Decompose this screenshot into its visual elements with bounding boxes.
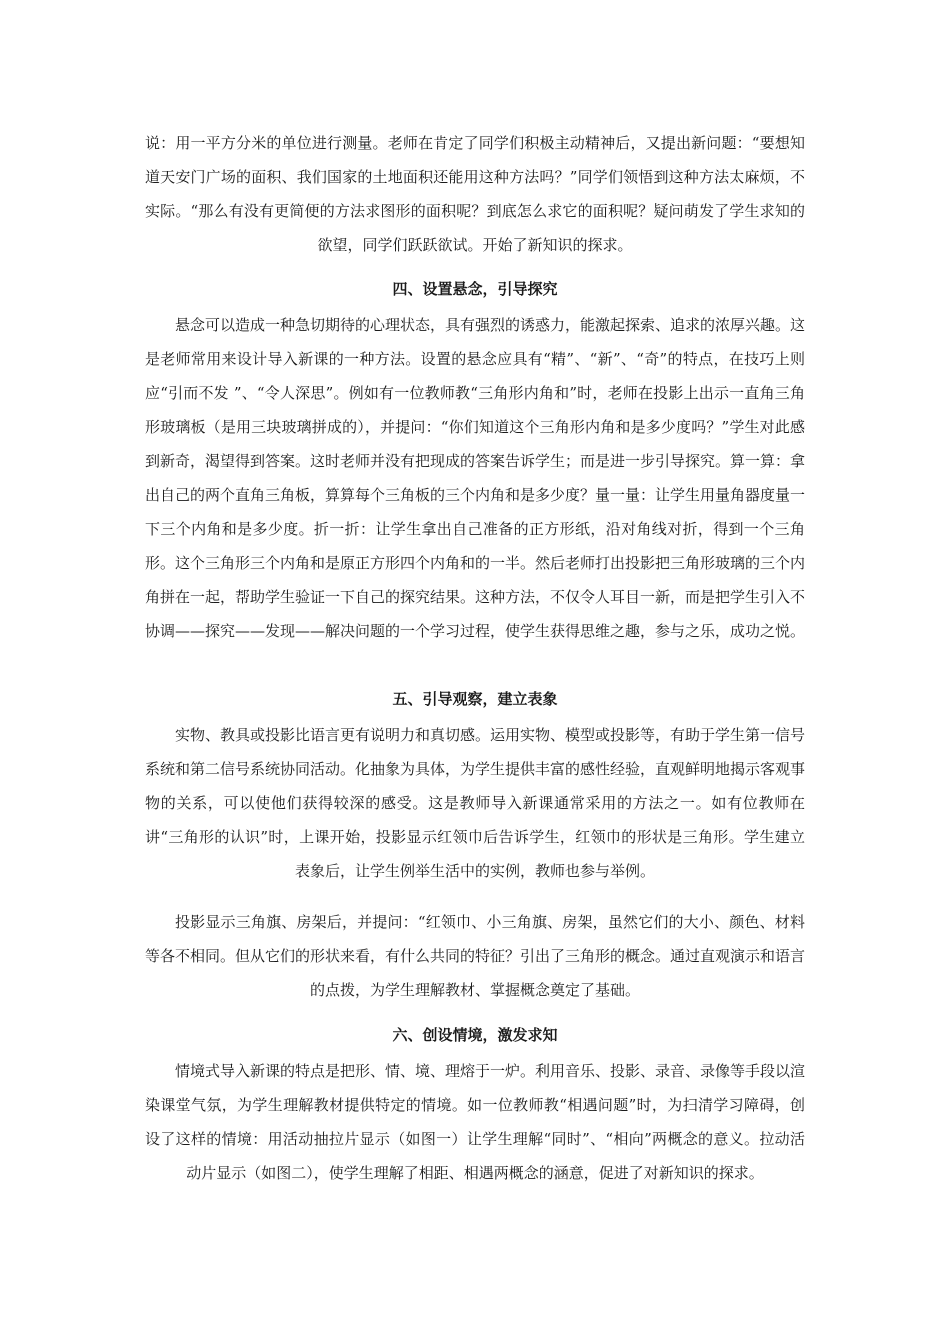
paragraph-suspense: 悬念可以造成一种急切期待的心理状态，具有强烈的诱惑力，能激起探索、追求的浓厚兴趣。这是老师常用来设计导入新课的一种方法。设置的悬念应具有“精”、“新”、“奇”的特点，在技巧上则应“引而不发 ”、“令人深思”。例如有一位教师教“三角形内角和”时，老师在投影上出示一直角三角形玻璃板（是用三块玻璃拼成的），并提问：“你们知道这个三角形内角和是多少度吗？”学生对此感到新奇，渴望得到答案。这时老师并没有把现成的答案告诉学生；而是进一步引导探究。算一算：拿出自己的两个直角三角板，算算每个三角板的三个内角和是多少度？量一量：让学生用量角器度量一下三个内角和是多少度。折一折：让学生拿出自己准备的正方形纸，沿对角线对折，得到一个三角形。这个三角形三个内角和是原正方形四个内角和的一半。然后老师打出投影把三角形玻璃的三个内角拼在一起，帮助学生验证一下自己的探究结果。这种方法，不仅令人耳目一新，而是把学生引入不协调——探究——发现——解决问题的一个学习过程，使学生获得思维之趣，参与之乐，成功之悦。: [145, 316, 806, 640]
paragraph-observation: 实物、教具或投影比语言更有说明力和真切感。运用实物、模型或投影等，有助于学生第一信号系统和第二信号系统协同活动。化抽象为具体，为学生提供丰富的感性经验，直观鲜明地揭示客观事物的关系，可以使他们获得较深的感受。这是教师导入新课通常采用的方法之一。如有位教师在讲“三角形的认识”时，上课开始，投影显示红领巾后告诉学生，红领巾的形状是三角形。学生建立表象后，让学生例举生活中的实例，教师也参与举例。: [145, 726, 806, 880]
heading-observation: 五、引导观察，建立表象: [392, 690, 558, 708]
heading-situation: 六、创设情境，激发求知: [392, 1026, 558, 1044]
paragraph-triangle-concept: 投影显示三角旗、房架后，并提问：“红领巾、小三角旗、房架，虽然它们的大小、颜色、材料等各不相同。但从它们的形状来看，有什么共同的特征？引出了三角形的概念。通过直观演示和语言的点拨，为学生理解教材、掌握概念奠定了基础。: [145, 913, 806, 999]
paragraph-area-method: 说：用一平方分米的单位进行测量。老师在肯定了同学们积极主动精神后，又提出新问题：“要想知道天安门广场的面积、我们国家的土地面积还能用这种方法吗？”同学们领悟到这种方法太麻烦，不实际。“那么有没有更简便的方法求图形的面积呢？到底怎么求它的面积呢？疑问萌发了学生求知的欲望，同学们跃跃欲试。开始了新知识的探求。: [145, 134, 805, 254]
paragraph-situation: 情境式导入新课的特点是把形、情、境、理熔于一炉。利用音乐、投影、录音、录像等手段以渲染课堂气氛，为学生理解教材提供特定的情境。如一位教师教“相遇问题”时，为扫清学习障碍，创设了这样的情境：用活动抽拉片显示（如图一）让学生理解“同时”、“相向”两概念的意义。拉动活动片显示（如图二），使学生理解了相距、相遇两概念的涵意，促进了对新知识的探求。: [145, 1062, 806, 1182]
heading-suspense: 四、设置悬念，引导探究: [392, 280, 558, 298]
